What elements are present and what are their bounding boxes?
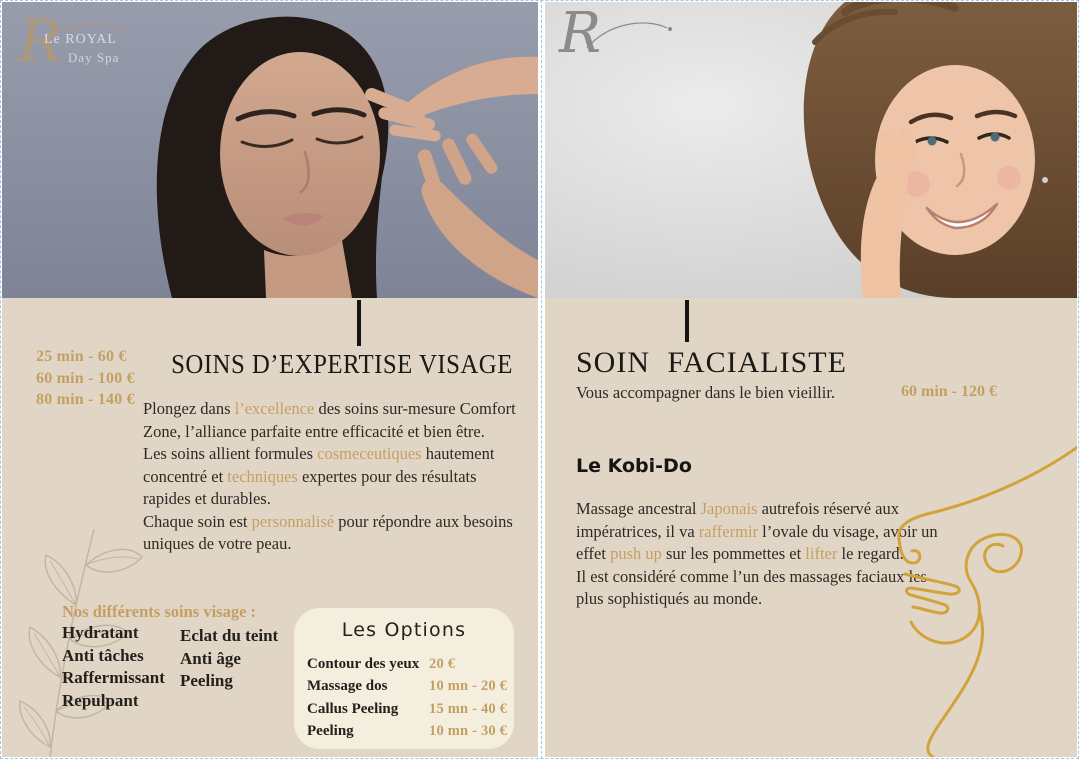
option-label: Contour des yeux bbox=[307, 655, 420, 672]
intro-paragraph: Chaque soin est personnalisé pour répondre aux besoins uniques de votre peau. bbox=[143, 511, 513, 553]
kobido-paragraphs bbox=[576, 498, 938, 611]
title-accent-bar bbox=[357, 300, 361, 346]
monogram-r-script: R bbox=[559, 2, 602, 66]
options-title: Les Options bbox=[341, 619, 467, 641]
right-photo bbox=[545, 2, 1077, 298]
section-title-kobido: Le Kobi-Do bbox=[576, 455, 692, 477]
treatments-column-2 bbox=[180, 625, 278, 693]
treatment-item: Eclat du teint bbox=[180, 626, 279, 645]
highlight-word: techniques bbox=[227, 466, 298, 486]
treatment-item: Anti âge bbox=[180, 648, 241, 668]
option-price: 10 mn - 20 € bbox=[429, 678, 508, 695]
title-accent-bar bbox=[685, 300, 689, 342]
brand-monogram-script: R bbox=[18, 7, 62, 75]
intro-paragraph: Plongez dans l’excellence des soins sur-mesure Comfort Zone, l’alliance parfaite entre efficacité et bien être. bbox=[143, 399, 516, 441]
duration-price: 80 min - 140 € bbox=[36, 391, 135, 408]
body-paragraph: Il est considéré comme l’un des massages faciaux les plus sophistiqués au monde. bbox=[576, 566, 927, 608]
option-price: 10 mn - 30 € bbox=[429, 723, 508, 740]
treatment-item: Anti tâches bbox=[62, 645, 144, 665]
options-card bbox=[294, 608, 514, 749]
brand-name: Le ROYAL bbox=[44, 32, 117, 47]
duration-price: 60 min - 120 € bbox=[901, 383, 997, 400]
highlight-word: push up bbox=[610, 544, 662, 563]
gold-face-line-art bbox=[887, 430, 1077, 757]
page-left bbox=[2, 2, 538, 757]
highlight-word: l’excellence bbox=[234, 399, 315, 418]
option-label: Peeling bbox=[307, 723, 354, 740]
highlight-word: cosmeceutiques bbox=[317, 444, 422, 463]
right-page-title: SOIN FACIALISTE bbox=[576, 346, 847, 379]
duration-price: 25 min - 60 € bbox=[36, 348, 127, 365]
left-photo bbox=[2, 2, 538, 298]
highlight-word: Japonais bbox=[700, 499, 758, 518]
highlight-word: lifter bbox=[805, 544, 838, 563]
duration-price-list bbox=[36, 346, 135, 411]
option-row bbox=[307, 676, 508, 699]
page-monogram bbox=[559, 2, 679, 76]
treatment-item: Repulpant bbox=[62, 690, 139, 710]
option-label: Massage dos bbox=[307, 678, 388, 695]
highlight-word: personnalisé bbox=[251, 511, 335, 531]
treatment-item: Raffermissant bbox=[62, 668, 165, 687]
treatments-heading: Nos différents soins visage : bbox=[62, 602, 257, 621]
left-page-title: SOINS D’EXPERTISE VISAGE bbox=[171, 349, 513, 379]
duration-price: 60 min - 100 € bbox=[36, 369, 135, 387]
highlight-word: raffermir bbox=[698, 521, 759, 541]
option-row bbox=[307, 721, 508, 744]
intro-paragraphs bbox=[143, 398, 523, 556]
option-row bbox=[307, 653, 508, 676]
treatment-item: Peeling bbox=[180, 671, 233, 690]
option-label: Callus Peeling bbox=[307, 700, 399, 717]
options-rows bbox=[307, 653, 508, 743]
treatment-item: Hydratant bbox=[62, 623, 139, 642]
body-paragraph: Massage ancestral Japonais autrefois réservé aux impératrices, il va raffermir l’ovale du visage, avoir un effet push up sur les pommettes et lifter le regard. bbox=[576, 499, 938, 563]
option-row bbox=[307, 698, 508, 721]
option-price: 20 € bbox=[429, 655, 456, 672]
intro-paragraph: Les soins allient formules cosmeceutiques hautement concentré et techniques expertes pour des résultats rapides et durables. bbox=[143, 444, 495, 508]
brand-subname: Day Spa bbox=[68, 50, 120, 65]
page-right bbox=[545, 2, 1077, 757]
right-page-subtitle: Vous accompagner dans le bien vieillir. bbox=[576, 383, 836, 402]
page-boundary-divider bbox=[541, 0, 542, 759]
option-price: 15 mn - 40 € bbox=[429, 700, 508, 717]
brand-logo bbox=[16, 7, 146, 86]
monogram-swash bbox=[585, 18, 705, 82]
treatments-column-1 bbox=[62, 622, 165, 712]
